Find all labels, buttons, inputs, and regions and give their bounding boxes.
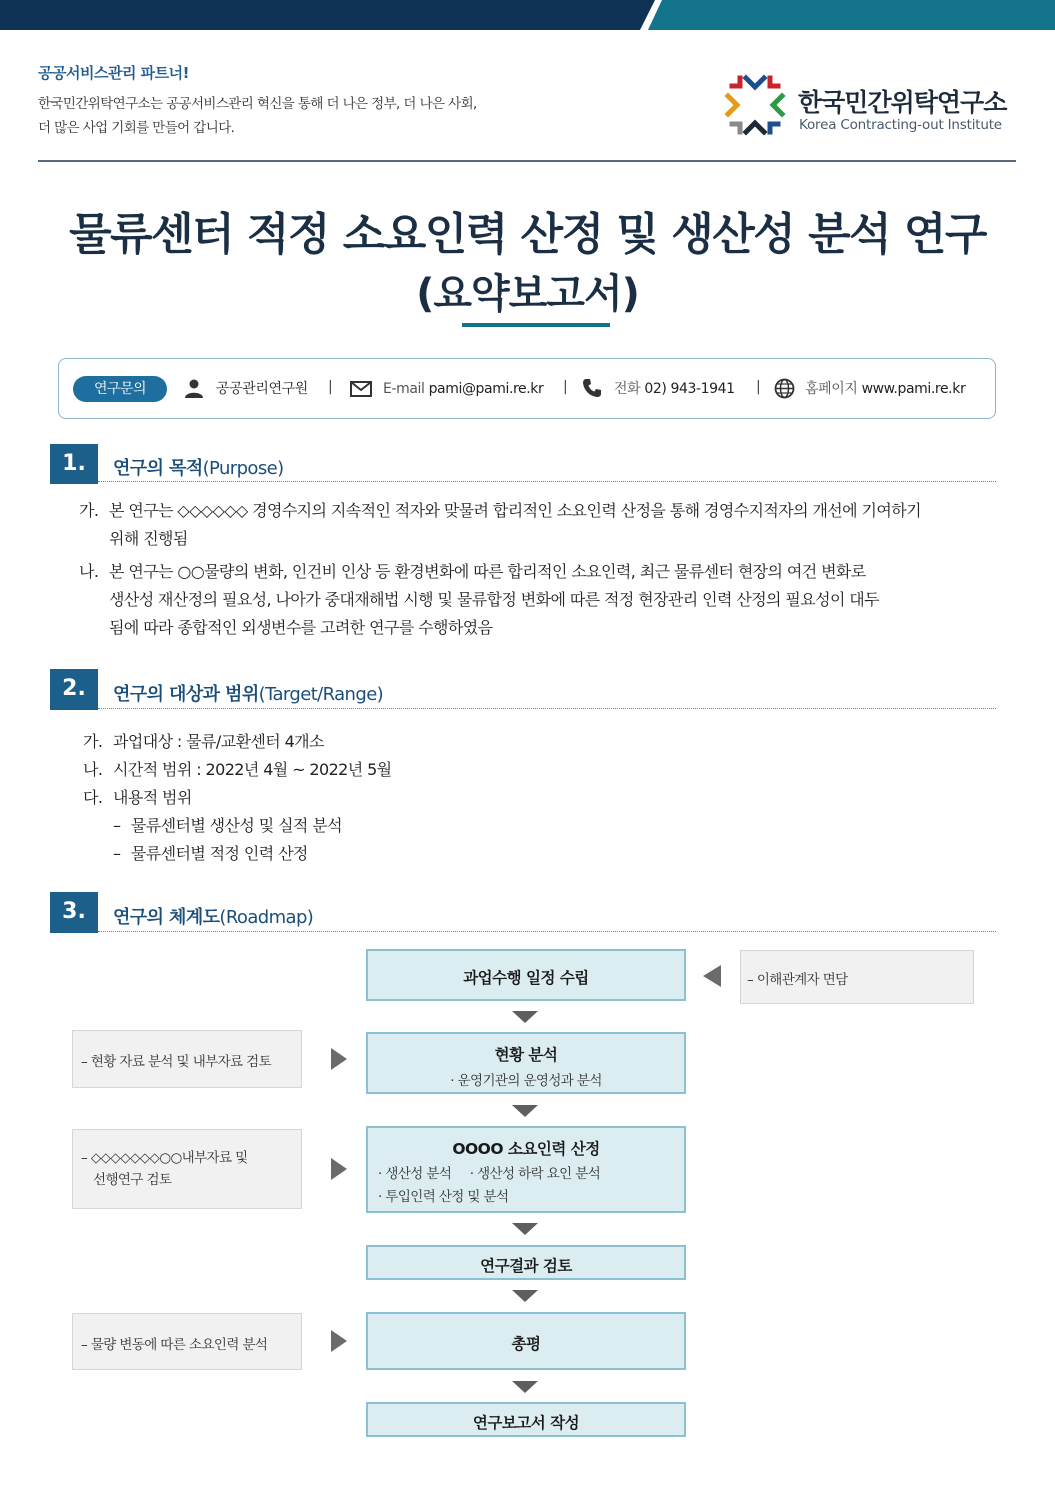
input-box-volume-analysis (72, 1313, 302, 1370)
sub-item-text: 물류센터별 적정 인력 산정 (130, 844, 308, 863)
input-box-stakeholder (740, 950, 974, 1004)
section-rule (98, 708, 996, 709)
section-rule (98, 931, 996, 932)
step-title: 연구보고서 작성 (472, 1414, 580, 1432)
section-rule (98, 481, 996, 482)
section-number: 1. (50, 444, 98, 484)
sub-list-item (113, 812, 813, 840)
contact-email[interactable] (383, 379, 543, 399)
sub-item-text: 물류센터별 생산성 및 실적 분석 (130, 816, 342, 835)
item-marker: 나. (79, 562, 99, 581)
roadmap-step (366, 1402, 686, 1437)
dash-marker: – (113, 816, 121, 835)
phone-icon (582, 378, 602, 398)
contact-phone[interactable] (614, 379, 735, 399)
list-item (83, 728, 883, 756)
roadmap-step (366, 1126, 686, 1213)
step-detail: · 운영기관의 운영성과 분석 (450, 1073, 602, 1089)
section-number-base (50, 707, 98, 710)
item-line: 본 연구는 ○○물량의 변화, 인건비 인상 등 환경변화에 따른 합리적인 소요인력, 최근 물류센터 현장의 여건 변화로 (109, 562, 866, 581)
institute-logo-icon (722, 72, 788, 138)
right-arrow-icon (331, 1330, 347, 1352)
item-marker: 다. (83, 788, 103, 807)
roadmap-step (366, 1312, 686, 1370)
roadmap-step (366, 1245, 686, 1280)
section-number-base (50, 481, 98, 484)
section-title (113, 454, 284, 480)
top-band (0, 0, 1055, 30)
item-marker: 나. (83, 760, 103, 779)
section-title (113, 680, 383, 706)
section-title-ko: 연구의 체계도 (113, 907, 220, 928)
person-icon (184, 378, 204, 398)
sub-list-item (113, 840, 813, 868)
list-item (79, 497, 1004, 553)
title-underline (462, 323, 610, 327)
step-detail: · 생산성 분석 · 생산성 하락 요인 분석 (378, 1166, 601, 1182)
list-item (79, 558, 1004, 642)
item-text: 과업대상 : 물류/교환센터 4개소 (113, 732, 324, 751)
input-text: – 이해관계자 면담 (747, 972, 848, 988)
tagline-title: 공공서비스관리 파트너! (38, 64, 189, 82)
section-title-ko: 연구의 대상과 범위 (113, 684, 259, 705)
section-title-en: (Purpose) (202, 458, 284, 479)
item-line: 생산성 재산정의 필요성, 나아가 중대재해법 시행 및 물류합정 변화에 따른 적정 현장관리 인력 산정의 필요성이 대두 (109, 590, 880, 609)
list-item (83, 756, 883, 784)
mail-icon (350, 381, 372, 397)
step-detail: · 투입인력 산정 및 분석 (378, 1189, 509, 1205)
contact-web[interactable] (805, 379, 965, 399)
right-arrow-icon (331, 1048, 347, 1070)
item-text: 시간적 범위 : 2022년 4월 ~ 2022년 5월 (113, 760, 392, 779)
item-marker: 가. (83, 732, 103, 751)
roadmap-step (366, 1032, 686, 1094)
roadmap-step (366, 949, 686, 1001)
web-label: 홈페이지 (805, 381, 858, 397)
web-address[interactable]: www.pami.re.kr (861, 381, 966, 397)
down-arrow-icon (512, 1223, 538, 1235)
section-number-base (50, 930, 98, 933)
left-arrow-icon (703, 965, 721, 987)
header-divider (38, 160, 1016, 162)
input-box-internal-data (72, 1129, 302, 1209)
email-label: E-mail (383, 381, 425, 397)
contact-separator: | (563, 379, 568, 395)
item-line: 본 연구는 ◇◇◇◇◇◇ 경영수지의 지속적인 적자와 맞물려 합리적인 소요인력 산정을 통해 경영수지적자의 개선에 기여하기 (109, 501, 921, 520)
item-marker: 가. (79, 501, 99, 520)
item-line: 위해 진행됨 (109, 529, 188, 548)
down-arrow-icon (512, 1290, 538, 1302)
step-title: 과업수행 일정 수립 (463, 969, 589, 987)
email-address[interactable]: pami@pami.re.kr (428, 381, 544, 397)
input-text: 선행연구 검토 (93, 1172, 172, 1188)
page-subtitle: (요약보고서) (416, 271, 639, 317)
phone-number[interactable]: 02) 943-1941 (644, 381, 735, 397)
contact-separator: | (328, 379, 333, 395)
section-title-en: (Roadmap) (219, 907, 314, 928)
logo-english-name: Korea Contracting-out Institute (799, 117, 1002, 133)
section-number: 2. (50, 669, 98, 709)
item-text: 내용적 범위 (113, 788, 192, 807)
globe-icon (774, 378, 795, 399)
list-item (83, 784, 883, 812)
section-title-ko: 연구의 목적 (113, 458, 203, 479)
input-text: – 현황 자료 분석 및 내부자료 검토 (81, 1054, 272, 1070)
contact-org: 공공관리연구원 (216, 381, 308, 397)
down-arrow-icon (512, 1011, 538, 1023)
step-title: 연구결과 검토 (480, 1257, 572, 1275)
input-text: – ◇◇◇◇◇◇◇○○내부자료 및 (81, 1150, 248, 1166)
down-arrow-icon (512, 1381, 538, 1393)
step-title: 총평 (511, 1335, 541, 1353)
section-title-en: (Target/Range) (258, 684, 384, 705)
step-title: 현황 분석 (494, 1046, 558, 1064)
input-box-status-data (72, 1030, 302, 1088)
tagline-line: 한국민간위탁연구소는 공공서비스관리 혁신을 통해 더 나은 정부, 더 나은 사회, (38, 96, 477, 112)
dash-marker: – (113, 844, 121, 863)
logo-korean-name: 한국민간위탁연구소 (798, 88, 1007, 117)
down-arrow-icon (512, 1105, 538, 1117)
section-title (113, 903, 313, 929)
phone-label: 전화 (614, 381, 641, 397)
input-text: – 물량 변동에 따른 소요인력 분석 (81, 1337, 268, 1353)
right-arrow-icon (331, 1158, 347, 1180)
contact-separator: | (756, 379, 761, 395)
step-title: OOOO 소요인력 산정 (452, 1140, 600, 1158)
tagline-line: 더 많은 사업 기회를 만들어 갑니다. (38, 120, 235, 136)
page-title: 물류센터 적정 소요인력 산정 및 생산성 분석 연구 (69, 209, 986, 260)
item-line: 됨에 따라 종합적인 외생변수를 고려한 연구를 수행하였음 (109, 618, 493, 637)
contact-label: 연구문의 (73, 376, 167, 402)
section-number: 3. (50, 892, 98, 932)
